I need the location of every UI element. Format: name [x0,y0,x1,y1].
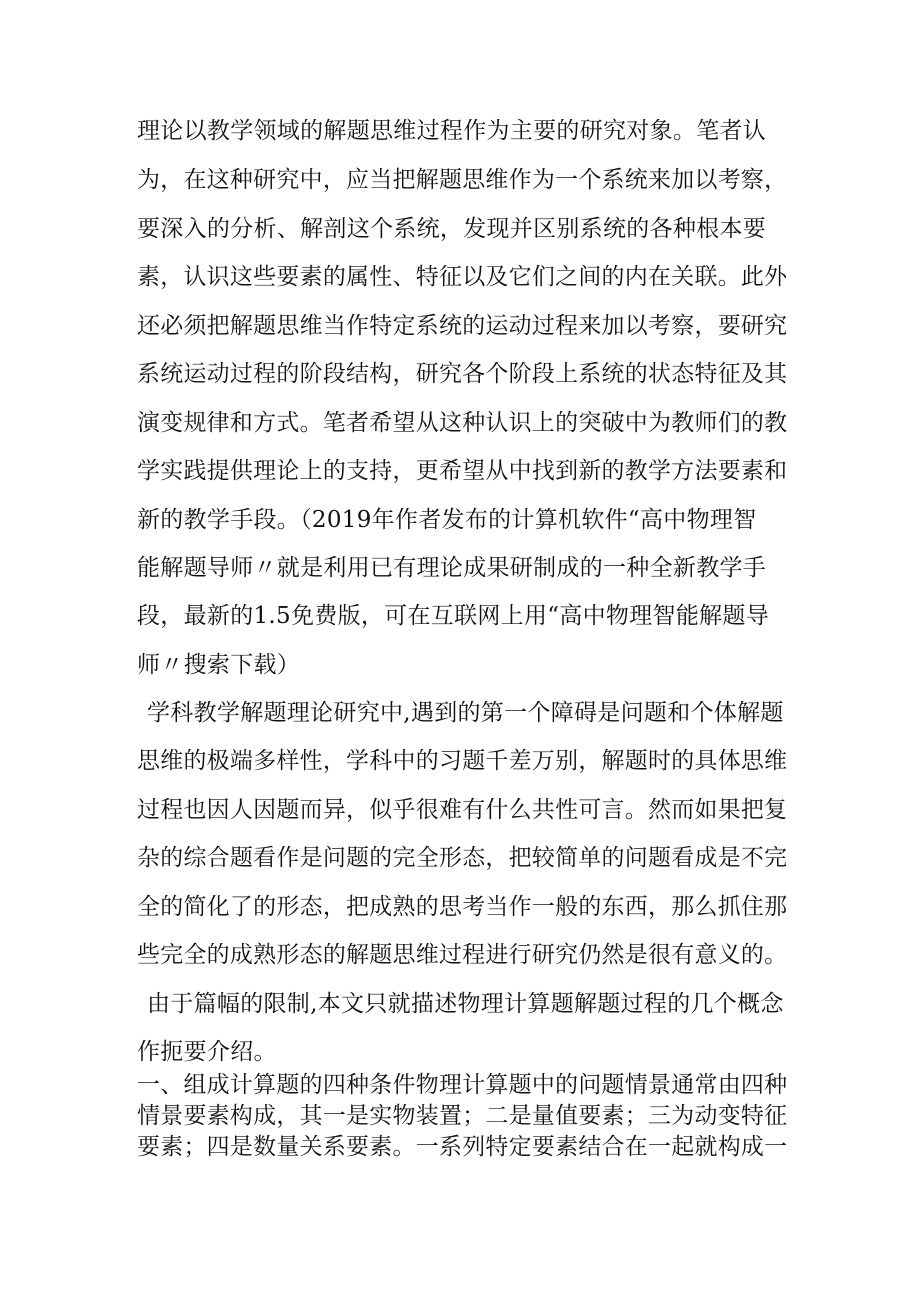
paragraph-1-line-9: 新的教学手段。（2019年作者发布的计算机软件“高中物理智 [137,507,757,533]
paragraph-2-line-3: 过程也因人因题而异，似乎很难有什么共性可言。然而如果把复 [137,797,788,823]
paragraph-1-line-5: 还必须把解题思维当作特定系统的运动过程来加以考察，要研究 [137,313,788,339]
paragraph-3-line-1: 由于篇幅的限制,本文只就描述物理计算题解题过程的几个概念 [147,991,784,1017]
paragraph-1-line-10: 能解题导师〃就是利用已有理论成果研制成的一种全新教学手 [137,555,767,581]
paragraph-1-line-7: 演变规律和方式。笔者希望从这种认识上的突破中为教师们的教 [137,410,788,436]
paragraph-1-line-12: 师〃搜索下载） [137,652,301,678]
paragraph-4-line-2: 情景要素构成，其一是实物装置；二是量值要素；三为动变特征 [137,1103,788,1129]
paragraph-1-line-8: 学实践提供理论上的支持，更希望从中找到新的教学方法要素和 [137,458,788,484]
paragraph-2-line-2: 思维的极端多样性，学科中的习题千差万别，解题时的具体思维 [137,748,788,774]
paragraph-4-line-1: 一、组成计算题的四种条件物理计算题中的问题情景通常由四种 [137,1072,788,1098]
paragraph-1-line-3: 要深入的分析、解剖这个系统，发现并区别系统的各种根本要 [137,216,767,242]
paragraph-1-line-6: 系统运动过程的阶段结构，研究各个阶段上系统的状态特征及其 [137,361,788,387]
paragraph-4-line-3: 要素；四是数量关系要素。一系列特定要素结合在一起就构成一 [137,1134,788,1160]
paragraph-1-line-2: 为，在这种研究中，应当把解题思维作为一个系统来加以考察， [137,167,788,193]
paragraph-1-line-1: 理论以教学领域的解题思维过程作为主要的研究对象。笔者认 [137,118,767,144]
paragraph-2-line-5: 全的简化了的形态，把成熟的思考当作一般的东西，那么抓住那 [137,894,788,920]
paragraph-3-line-2: 作扼要介绍。 [137,1039,277,1065]
paragraph-1-line-11: 段，最新的1.5免费版，可在互联网上用“高中物理智能解题导 [137,603,770,629]
paragraph-2-line-4: 杂的综合题看作是问题的完全形态，把较简单的问题看成是不完 [137,845,788,871]
paragraph-2-line-1: 学科教学解题理论研究中,遇到的第一个障碍是问题和个体解题 [147,700,784,726]
paragraph-2-line-6: 些完全的成熟形态的解题思维过程进行研究仍然是很有意义的。 [137,942,788,968]
paragraph-1-line-4: 素，认识这些要素的属性、特征以及它们之间的内在关联。此外 [137,264,788,290]
